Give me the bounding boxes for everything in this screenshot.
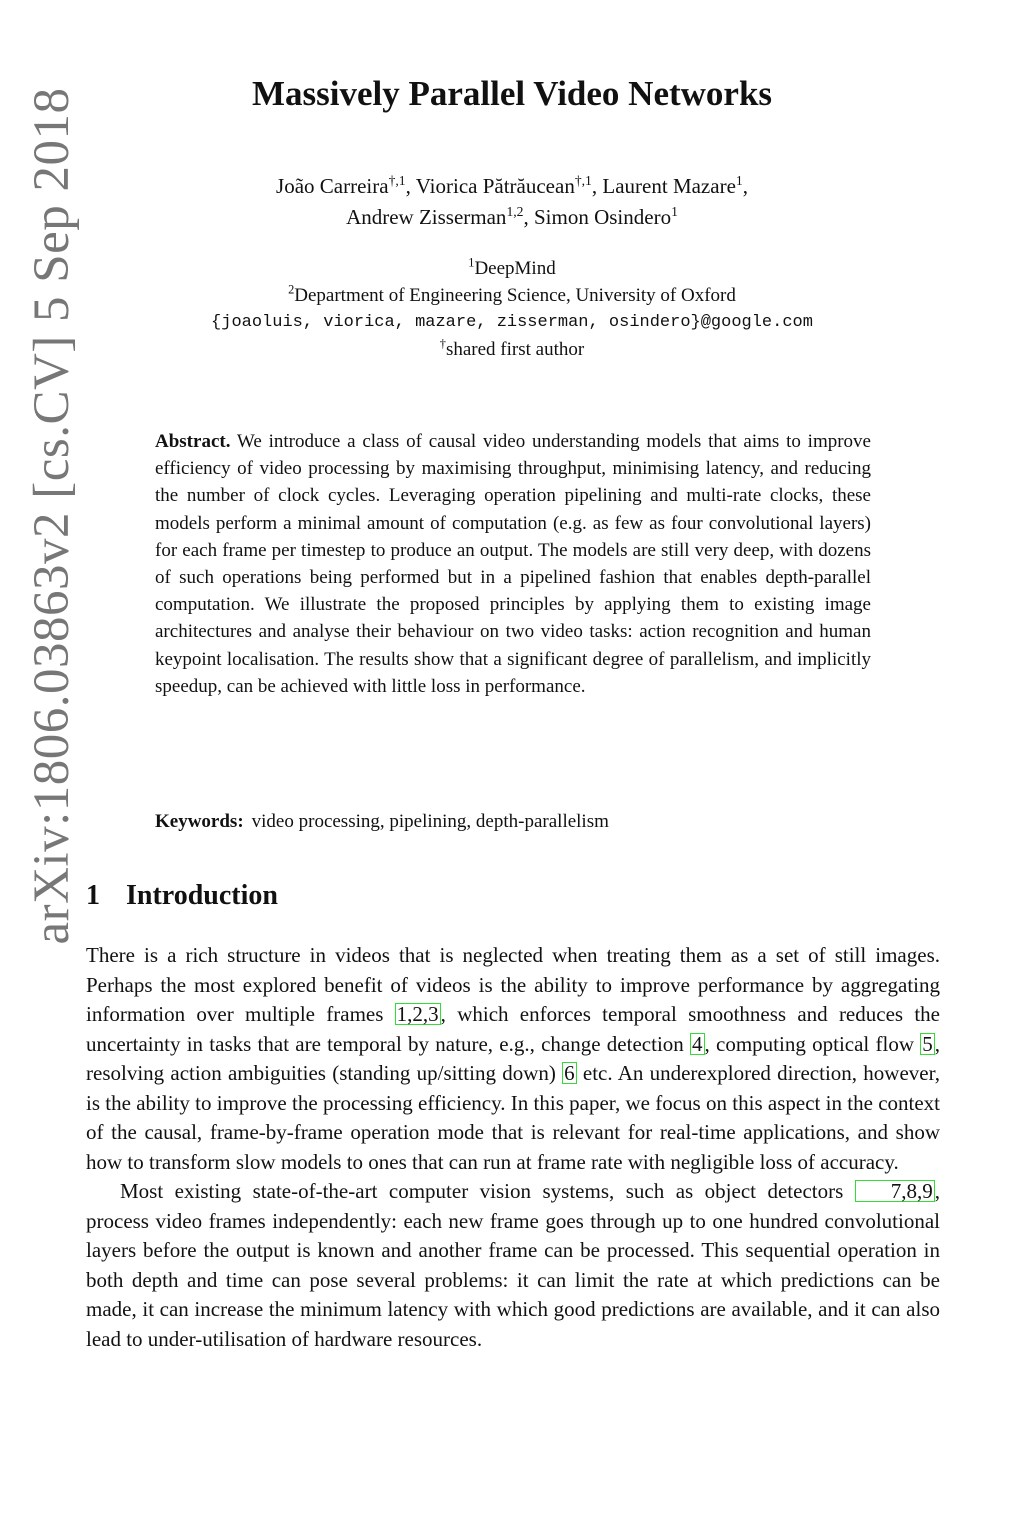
author-affil-mark: 1,2 — [506, 204, 524, 219]
text-run: etc. An underexplored direction, however, is the ability to improve the processing efficiency. In this paper, we focus on this aspect in the context of the causal, frame-by-frame operation mode that is relevant for real-time applications, and show how to transform slow models to ones that can run at frame rate with negligible loss of accuracy. — [86, 1061, 940, 1174]
citation-link[interactable]: 1,2,3 — [396, 1002, 439, 1026]
author-list: João Carreira$^{\dagger,1}$, Viorica Pătrăucean$^{\dagger,1}$, Laurent Mazare$^1$, Andrew Zisserman$^{1,2}$, Simon Osindero$^1$ — [276, 173, 748, 229]
paragraph — [86, 1177, 940, 1354]
affiliation-text: DeepMind — [474, 258, 556, 279]
text-run: There is a rich structure in videos that is neglected when treating them as a set of still images. Perhaps the most explored benefit of videos is the ability to improve performance by aggregating information over multiple frames — [86, 943, 940, 1026]
affiliation-line — [0, 255, 1024, 282]
text-run: , computing optical flow — [704, 1031, 921, 1056]
text-run: , resolving action ambiguities (standing up/sitting down) — [86, 1031, 940, 1085]
keywords-label: Keywords: — [155, 811, 244, 832]
footnote-text: shared first author — [445, 339, 585, 360]
author-name: Andrew Zisserman — [346, 205, 507, 229]
author-affil-mark: 1 — [671, 204, 678, 219]
keywords — [155, 808, 871, 835]
citation-link[interactable]: 7,8,9 — [855, 1180, 935, 1202]
section-number: 1 — [86, 880, 100, 911]
affiliations — [0, 255, 1024, 363]
affiliation-line — [0, 282, 1024, 309]
citation-number: 3 — [428, 1002, 439, 1026]
footnote-line — [0, 336, 1024, 363]
citation-number: 1 — [396, 1002, 408, 1026]
section-heading — [86, 880, 278, 912]
author-affil-mark: †,1 — [388, 173, 406, 188]
arxiv-stamp: arXiv:1806.03863v2 [cs.CV] 5 Sep 2018 — [24, 87, 80, 945]
citation-link[interactable]: 6 — [564, 1061, 575, 1085]
citation-number: 9 — [922, 1179, 933, 1203]
paragraph — [86, 941, 940, 1177]
text-run: Most existing state-of-the-art computer vision systems, such as object detectors — [120, 1179, 855, 1203]
author-emails: {joaoluis, viorica, mazare, zisserman, osindero}@google.com — [211, 313, 813, 332]
author-name: Simon Osindero — [534, 205, 672, 229]
affiliation-mark: 2 — [288, 282, 295, 297]
footnote-mark: † — [439, 336, 446, 351]
citation-number: 7 — [890, 1179, 902, 1203]
author-affil-mark: 1 — [735, 173, 743, 188]
abstract-label: Abstract. — [155, 431, 231, 452]
keywords-text: video processing, pipelining, depth-parallelism — [251, 811, 609, 832]
text-run: , which enforces temporal smoothness and reduces the uncertainty in tasks that are temporal by nature, e.g., change detection — [86, 1002, 940, 1056]
paper-title: Massively Parallel Video Networks — [251, 74, 773, 113]
text-run: , process video frames independently: each new frame goes through up to one hundred convolutional layers before the output is known and another frame can be processed. This sequential operation in both depth and time can pose several problems: it can limit the rate at which predictions can be made, it can increase the minimum latency with which good predictions are available, and it can also lead to under-utilisation of hardware resources. — [86, 1179, 940, 1351]
author-name: Viorica Pătrăucean — [415, 174, 575, 198]
author-affil-mark: †,1 — [574, 173, 592, 188]
citation-link[interactable]: 5 — [922, 1031, 933, 1056]
citation-number: 8 — [906, 1179, 917, 1203]
section-title: Introduction — [126, 880, 278, 911]
abstract-text: We introduce a class of causal video understanding models that aims to improve efficiency of video processing by maximising throughput, minimising latency, and reducing the number of clock cycles. Leveraging operation pipelining and multi-rate clocks, these models perform a minimal amount of computation (e.g. as few as four convolutional layers) for each frame per timestep to produce an output. The models are still very deep, with dozens of such operations being performed but in a pipelined fashion that enables depth-parallel computation. We illustrate the proposed principles by applying them to existing image architectures and analyse their behaviour on two video tasks: action recognition and human keypoint localisation. The results show that a significant degree of parallelism, and implicitly speedup, can be achieved with little loss in performance. — [155, 431, 871, 697]
author-name: João Carreira — [276, 174, 389, 198]
citation-link[interactable]: 4 — [692, 1031, 703, 1056]
author-name: Laurent Mazare — [602, 174, 736, 198]
intro-body — [86, 941, 940, 1354]
citation-number: 2 — [412, 1002, 423, 1026]
affiliation-text: Department of Engineering Science, University of Oxford — [294, 285, 736, 306]
abstract — [155, 428, 871, 700]
affiliation-mark: 1 — [468, 255, 475, 270]
